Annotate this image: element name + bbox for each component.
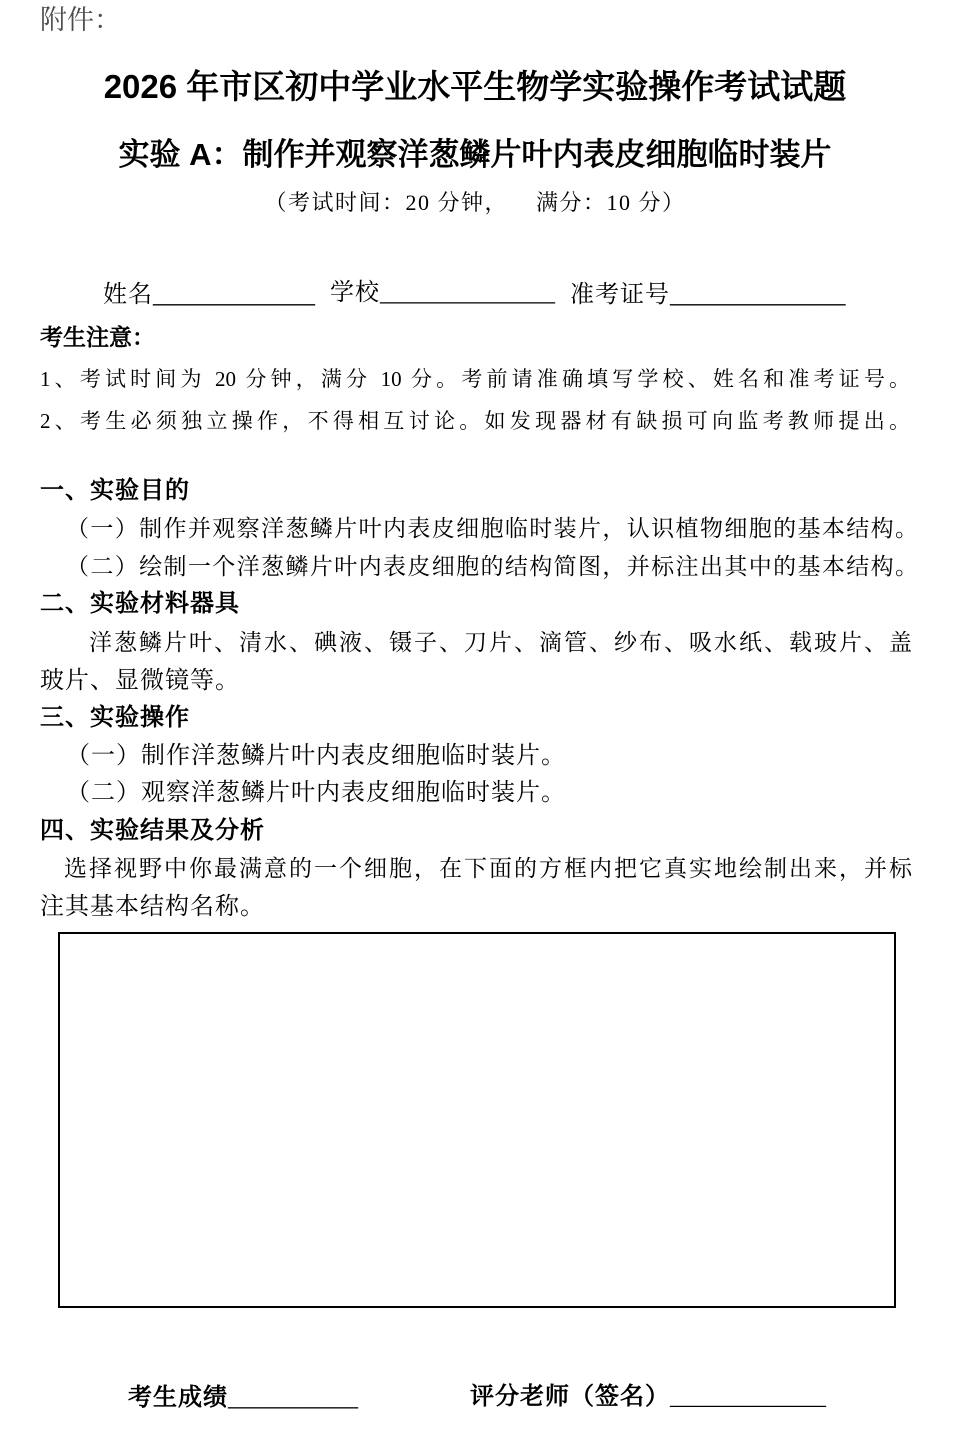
score-label: 考生成绩 (128, 1385, 228, 1411)
grader-label: 评分老师（签名） (470, 1384, 670, 1410)
section-heading-materials: 二、实验材料器具 (40, 591, 240, 617)
section-heading-results: 四、实验结果及分析 (40, 818, 265, 844)
section-text-line: 玻片、显微镜等。 (40, 668, 240, 694)
exam-title: 2026 年市区初中学业水平生物学实验操作考试试题 (103, 68, 847, 105)
name-field (103, 278, 315, 308)
section-heading-purpose: 一、实验目的 (40, 478, 190, 504)
section-text-line: （一）制作并观察洋葱鳞片叶内表皮细胞临时装片，认识植物细胞的基本结构。 (66, 516, 918, 541)
notice-heading: 考生注意： (40, 325, 155, 350)
score-field (128, 1382, 358, 1412)
section-heading-procedure: 三、实验操作 (40, 705, 190, 731)
attachment-label: 附件： (40, 5, 121, 35)
exam-number-field (570, 278, 846, 308)
grader-signature-blank: _____________ (670, 1384, 826, 1410)
notice-item: 1、考试时间为 20 分钟，满分 10 分。考前请准确填写学校、姓名和准考证号。 (40, 367, 910, 391)
name-label: 姓名 (103, 282, 153, 308)
score-blank: __________ (228, 1382, 358, 1411)
notice-item: 2、考生必须独立操作，不得相互讨论。如发现器材有缺损可向监考教师提出。 (40, 409, 910, 433)
exam-number-blank: _____________ (670, 278, 846, 308)
section-text-line: 注其基本结构名称。 (40, 894, 265, 920)
experiment-title: 实验 A：制作并观察洋葱鳞片叶内表皮细胞临时装片 (118, 137, 832, 172)
section-text-line: 选择视野中你最满意的一个细胞，在下面的方框内把它真实地绘制出来，并标 (64, 856, 912, 881)
section-text-line: （一）制作洋葱鳞片叶内表皮细胞临时装片。 (66, 743, 566, 769)
section-text-line: （二）观察洋葱鳞片叶内表皮细胞临时装片。 (66, 780, 566, 806)
section-text-line: 洋葱鳞片叶、清水、碘液、镊子、刀片、滴管、纱布、吸水纸、载玻片、盖 (89, 630, 912, 655)
school-label: 学校 (330, 280, 380, 306)
exam-number-label: 准考证号 (570, 282, 670, 308)
name-blank: ____________ (153, 278, 315, 308)
grader-field (470, 1382, 826, 1412)
exam-time-info: （考试时间：20 分钟， 满分：10 分） (264, 190, 686, 215)
drawing-box (58, 932, 896, 1308)
section-text-line: （二）绘制一个洋葱鳞片叶内表皮细胞的结构简图，并标注出其中的基本结构。 (66, 554, 918, 579)
school-field (330, 278, 555, 308)
school-blank: ______________ (380, 279, 555, 306)
